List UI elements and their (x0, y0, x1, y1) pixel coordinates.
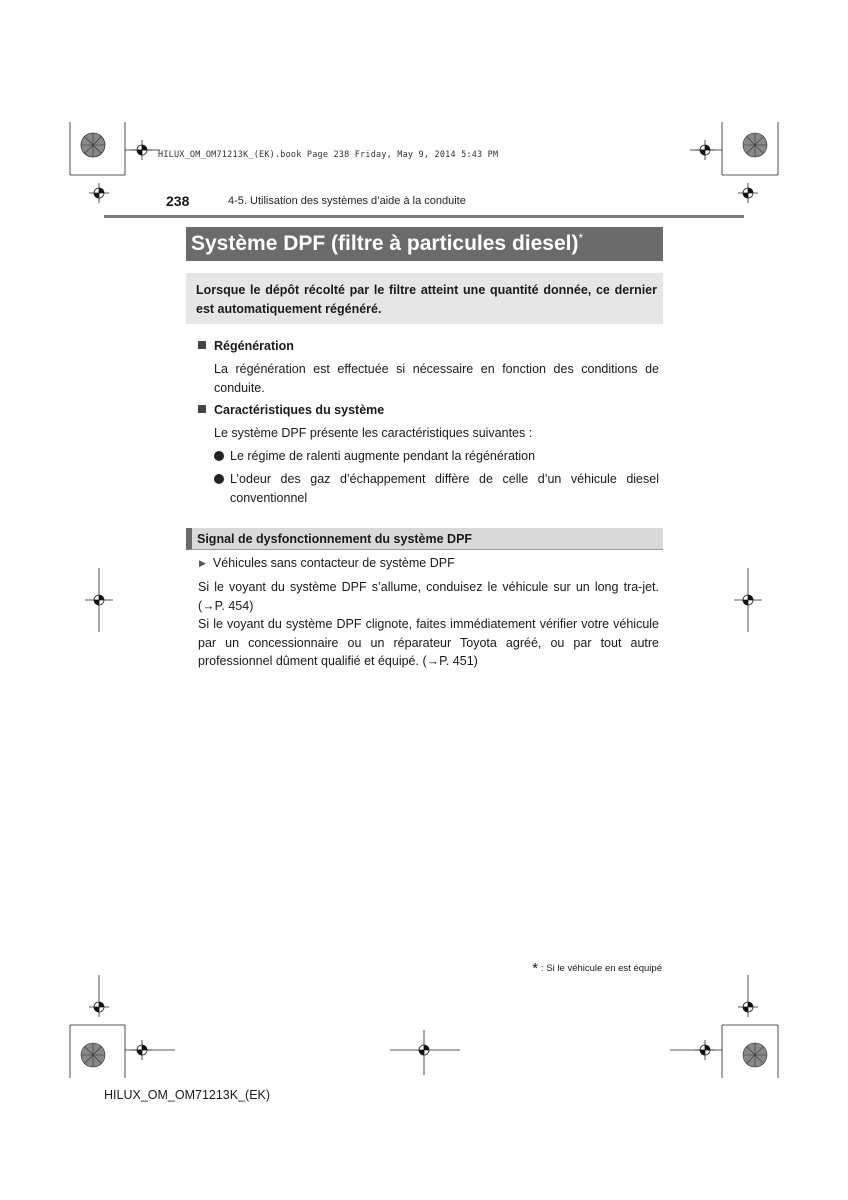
square-bullet-icon (198, 341, 206, 349)
regeneration-heading (198, 339, 294, 353)
triangle-right-icon: ▶ (199, 558, 206, 568)
vehicle-type-text: Véhicules sans contacteur de système DPF (212, 556, 455, 570)
regeneration-text: La régénération est effectuée si nécessaire en fonction des conditions de conduite. (214, 362, 659, 395)
page-title (186, 227, 663, 261)
characteristics-heading (198, 403, 384, 417)
bullet-dot-icon (214, 451, 224, 461)
bullet-dot-icon (214, 474, 224, 484)
malfunction-paragraph-1: Si le voyant du système DPF s’allume, conduisez le véhicule sur un long tra-jet. (→P. 454) (198, 580, 659, 613)
characteristics-heading-text: Caractéristiques du système (214, 403, 385, 417)
malfunction-paragraph-2: Si le voyant du système DPF clignote, faites immédiatement vérifier votre véhicule par un concessionnaire ou un réparateur Toyota agréé, ou par tout autre professionnel dûment qualifié et équipé. (→P. 451) (198, 617, 659, 668)
list-item (214, 470, 659, 508)
regeneration-heading-text: Régénération (214, 339, 294, 353)
footnote-text: : Si le véhicule en est équipé (541, 963, 662, 974)
list-item-text: Le régime de ralenti augmente pendant la régénération (230, 449, 536, 463)
list-item (214, 447, 659, 467)
vehicle-type-line (199, 556, 455, 570)
print-info-line: HILUX_OM_OM71213K_(EK).book Page 238 Friday, May 9, 2014 5:43 PM (158, 150, 499, 160)
footnote (532, 960, 662, 977)
characteristics-lead: Le système DPF présente les caractéristiques suivantes : (214, 426, 533, 440)
section-reference: 4-5. Utilisation des systèmes d’aide à la conduite (228, 195, 466, 207)
page-number: 238 (166, 193, 190, 209)
page-title-text: Système DPF (filtre à particules diesel) (191, 232, 579, 255)
footnote-asterisk: * (532, 960, 539, 977)
intro-summary: Lorsque le dépôt récolté par le filtre atteint une quantité donnée, ce dernier est automatiquement régénéré. (186, 273, 663, 324)
list-item-text: L’odeur des gaz d’échappement diffère de celle d’un véhicule diesel conventionnel (230, 472, 659, 505)
asterisk-marker: * (578, 231, 584, 245)
square-bullet-icon (198, 405, 206, 413)
malfunction-section-heading: Signal de dysfonctionnement du système DPF (186, 528, 663, 550)
header-divider (104, 215, 744, 218)
document-code: HILUX_OM_OM71213K_(EK) (104, 1088, 271, 1102)
